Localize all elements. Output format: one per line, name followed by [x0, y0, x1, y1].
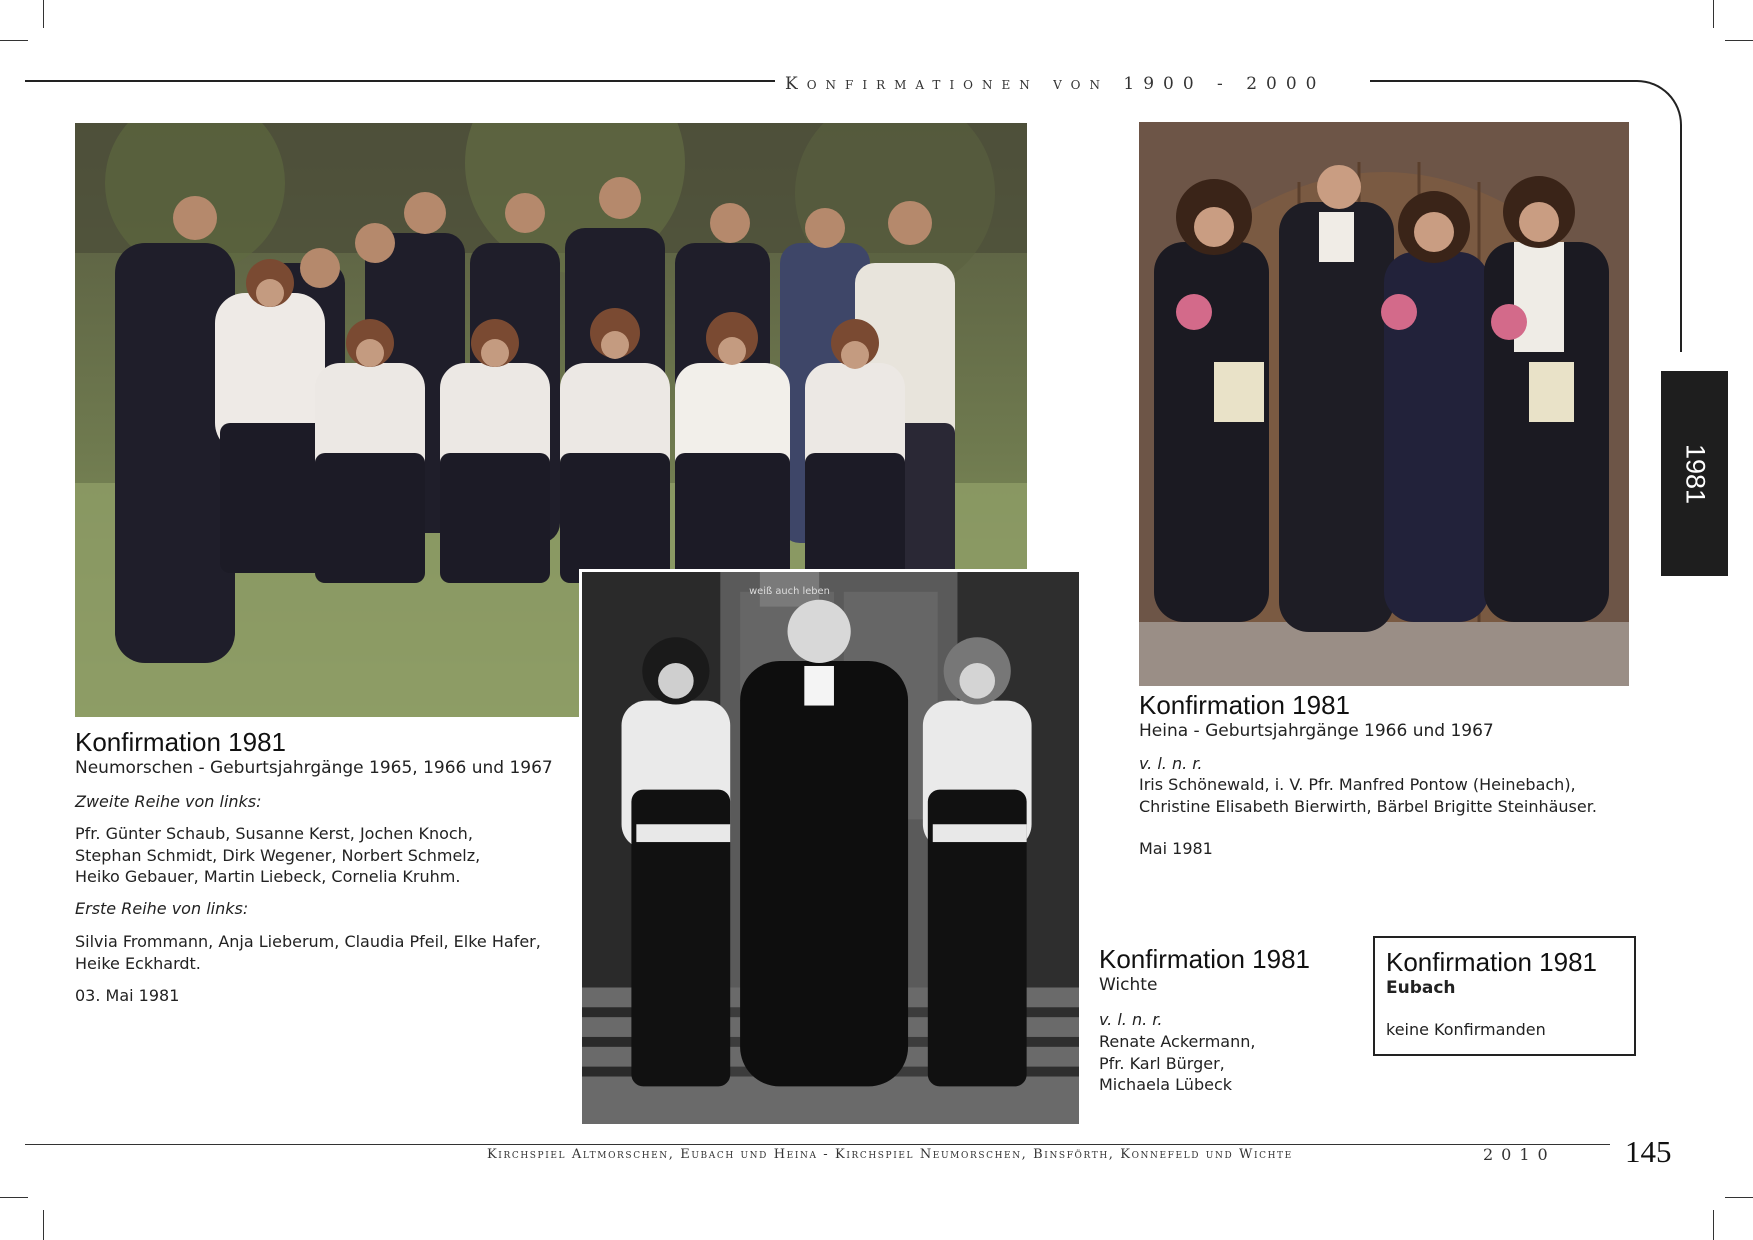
caption-neumorschen-subtitle: Neumorschen - Geburtsjahrgänge 1965, 1966 und 1967 — [75, 758, 553, 778]
name-line: Iris Schönewald, i. V. Pfr. Manfred Pontow (Heinebach), — [1139, 775, 1576, 794]
caption-heina-date: Mai 1981 — [1139, 839, 1213, 858]
footer-text: Kirchspiel Altmorschen, Eubach und Heina - Kirchspiel Neumorschen, Binsförth, Konnefeld und Wichte — [487, 1147, 1293, 1162]
year-tab — [1661, 371, 1728, 576]
caption-eubach-text: keine Konfirmanden — [1386, 1020, 1546, 1039]
crop-mark — [1713, 0, 1714, 28]
crop-mark — [0, 1197, 28, 1198]
caption-neumorschen-title: Konfirmation 1981 — [75, 727, 287, 757]
name-line: Heike Eckhardt. — [75, 953, 201, 973]
page-number: 145 — [1625, 1134, 1672, 1169]
caption-heina-vlnr: v. l. n. r. — [1139, 754, 1203, 773]
crop-mark — [0, 40, 28, 41]
header-rule — [25, 80, 775, 82]
caption-wichte-vlnr: v. l. n. r. — [1099, 1010, 1163, 1029]
caption-heina-names — [1139, 774, 1597, 817]
caption-neumorschen-date: 03. Mai 1981 — [75, 986, 180, 1005]
caption-heina-subtitle: Heina - Geburtsjahrgänge 1966 und 1967 — [1139, 721, 1494, 741]
caption-neumorschen-row2-heading: Zweite Reihe von links: — [75, 792, 262, 811]
crop-mark — [1713, 1210, 1714, 1240]
caption-wichte-names — [1099, 1031, 1255, 1096]
caption-neumorschen-row1-heading: Erste Reihe von links: — [75, 899, 249, 918]
caption-eubach-subtitle: Eubach — [1386, 978, 1456, 998]
caption-wichte-subtitle: Wichte — [1099, 975, 1158, 995]
crop-mark — [1725, 40, 1753, 41]
crop-mark — [43, 1210, 44, 1240]
header-title: Konfirmationen von 1900 - 2000 — [785, 74, 1326, 94]
name-line: Pfr. Karl Bürger, — [1099, 1053, 1225, 1073]
name-line: Pfr. Günter Schaub, Susanne Kerst, Jochen Knoch, — [75, 824, 473, 843]
caption-heina-title: Konfirmation 1981 — [1139, 690, 1351, 720]
name-line: Stephan Schmidt, Dirk Wegener, Norbert Schmelz, — [75, 845, 481, 865]
footer-rule — [25, 1144, 1610, 1145]
caption-neumorschen-row1-names — [75, 931, 541, 974]
crop-mark — [43, 0, 44, 28]
name-line: Renate Ackermann, — [1099, 1032, 1256, 1051]
caption-wichte-title: Konfirmation 1981 — [1099, 944, 1311, 974]
name-line: Christine Elisabeth Bierwirth, Bärbel Brigitte Steinhäuser. — [1139, 796, 1597, 816]
caption-eubach-title: Konfirmation 1981 — [1386, 947, 1598, 977]
caption-eubach-box — [1373, 936, 1636, 1056]
name-line: Michaela Lübeck — [1099, 1075, 1233, 1094]
footer-year: 2010 — [1483, 1145, 1556, 1164]
photo-wichte — [579, 569, 1082, 1127]
door-sign: weiß auch leben — [749, 585, 830, 597]
caption-neumorschen-row2-names — [75, 823, 480, 888]
photo-heina — [1139, 122, 1629, 686]
year-tab-label: 1981 — [1680, 443, 1710, 504]
crop-mark — [1725, 1197, 1753, 1198]
name-line: Heiko Gebauer, Martin Liebeck, Cornelia Kruhm. — [75, 867, 461, 886]
name-line: Silvia Frommann, Anja Lieberum, Claudia Pfeil, Elke Hafer, — [75, 932, 541, 951]
